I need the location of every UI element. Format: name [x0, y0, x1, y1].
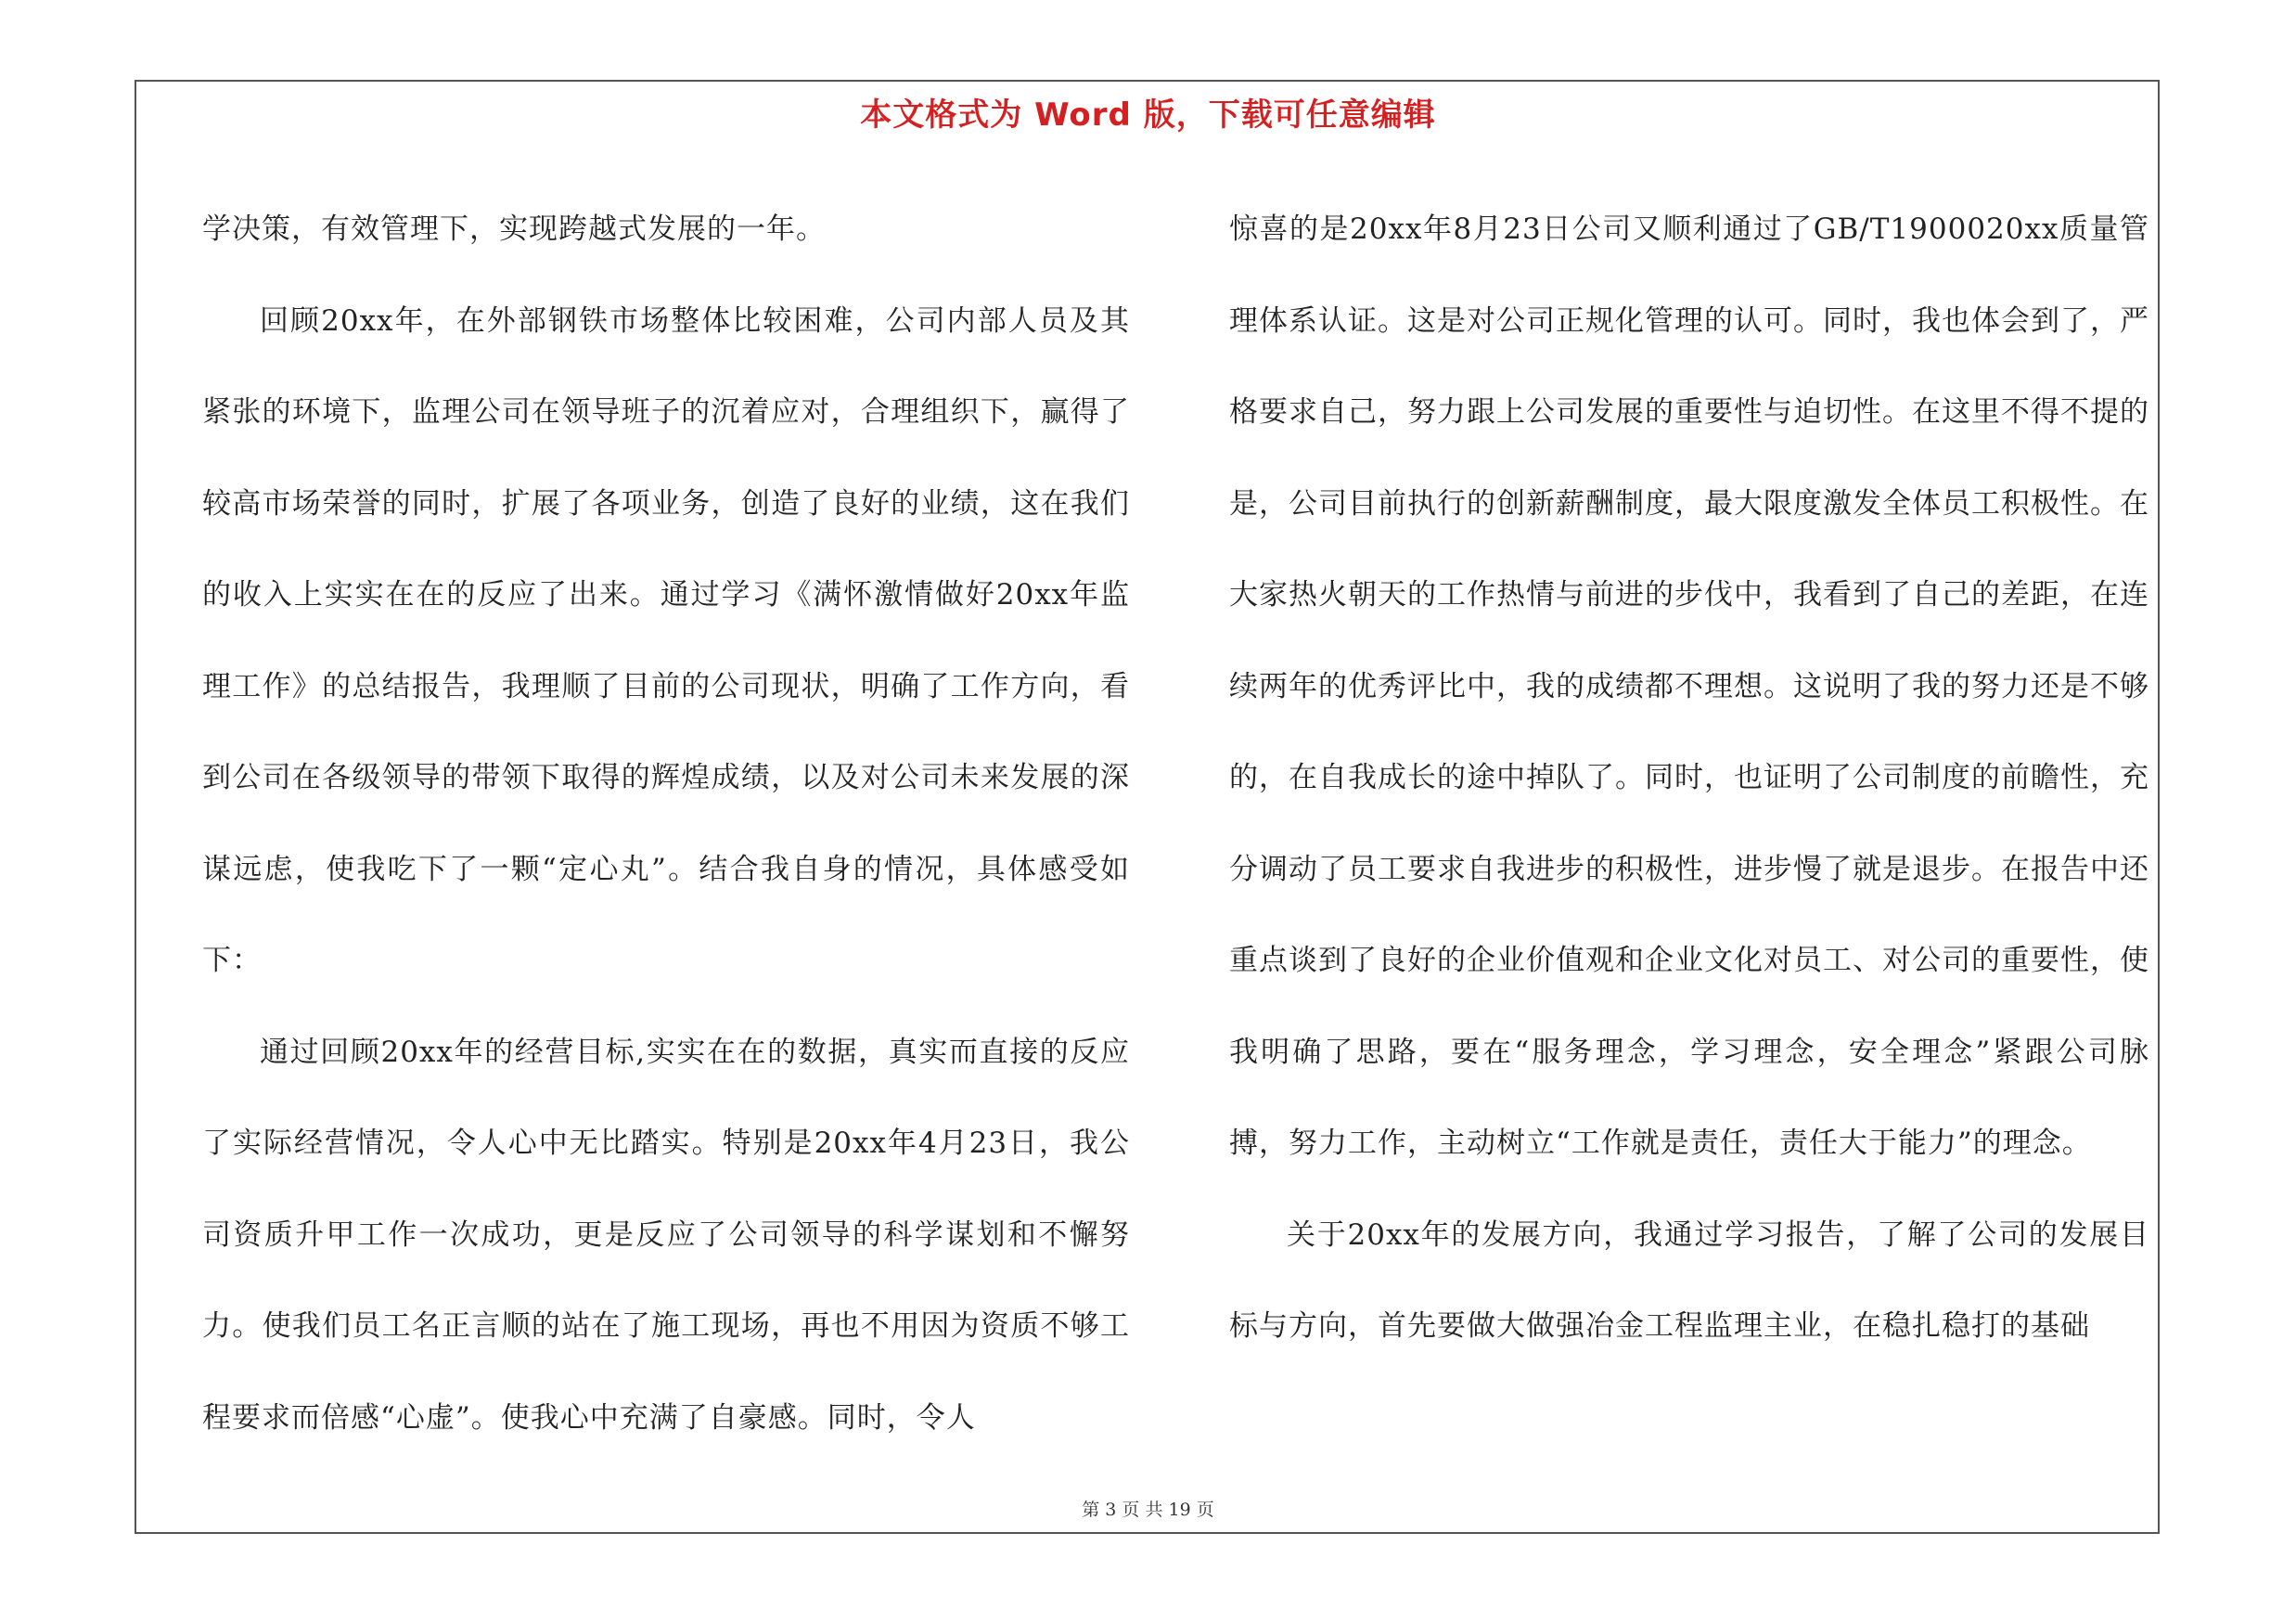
paragraph: 关于20xx年的发展方向，我通过学习报告，了解了公司的发展目标与方向，首先要做大做强冶金工程监理主业，在稳扎稳打的基础 — [1229, 1217, 2149, 1343]
paragraph: 惊喜的是20xx年8月23日公司又顺利通过了GB/T1900020xx质量管理体系认证。这是对公司正规化管理的认可。同时，我也体会到了，严格要求自己，努力跟上公司发展的重要性与迫切性。在这里不得不提的是，公司目前执行的创新薪酬制度，最大限度激发全体员工积极性。在大家热火朝天的工作热情与前进的步伐中，我看到了自己的差距，在连续两年的优秀评比中，我的成绩都不理想。这说明了我的努力还是不够的，在自我成长的途中掉队了。同时，也证明了公司制度的前瞻性，充分调动了员工要求自我进步的积极性，进步慢了就是退步。在报告中还重点谈到了良好的企业价值观和企业文化对员工、对公司的重要性，使我明确了思路，要在“服务理念，学习理念，安全理念”紧跟公司脉搏，努力工作，主动树立“工作就是责任，责任大于能力”的理念。 — [1229, 213, 2149, 1160]
page-number-footer: 第 3 页 共 19 页 — [1082, 1500, 1214, 1520]
paragraph: 学决策，有效管理下，实现跨越式发展的一年。 — [202, 213, 826, 246]
paragraph: 通过回顾20xx年的经营目标,实实在在的数据，真实而直接的反应了实际经营情况，令人心中无比踏实。特别是20xx年4月23日，我公司资质升甲工作一次成功，更是反应了公司领导的科学谋划和不懈努力。使我们员工名正言顺的站在了施工现场，再也不用因为资质不够工程要求而倍感“心虚”。使我心中充满了自豪感。同时，令人 — [202, 1035, 1130, 1435]
left-column — [202, 184, 1130, 1463]
right-column — [1229, 184, 2149, 1372]
paragraph: 回顾20xx年，在外部钢铁市场整体比较困难，公司内部人员及其紧张的环境下，监理公司在领导班子的沉着应对，合理组织下，赢得了较高市场荣誉的同时，扩展了各项业务，创造了良好的业绩，这在我们的收入上实实在在的反应了出来。通过学习《满怀激情做好20xx年监理工作》的总结报告，我理顺了目前的公司现状，明确了工作方向，看到公司在各级领导的带领下取得的辉煌成绩，以及对公司未来发展的深谋远虑，使我吃下了一颗“定心丸”。结合我自身的情况，具体感受如下： — [202, 303, 1130, 977]
format-banner: 本文格式为 Word 版，下载可任意编辑 — [860, 97, 1436, 134]
